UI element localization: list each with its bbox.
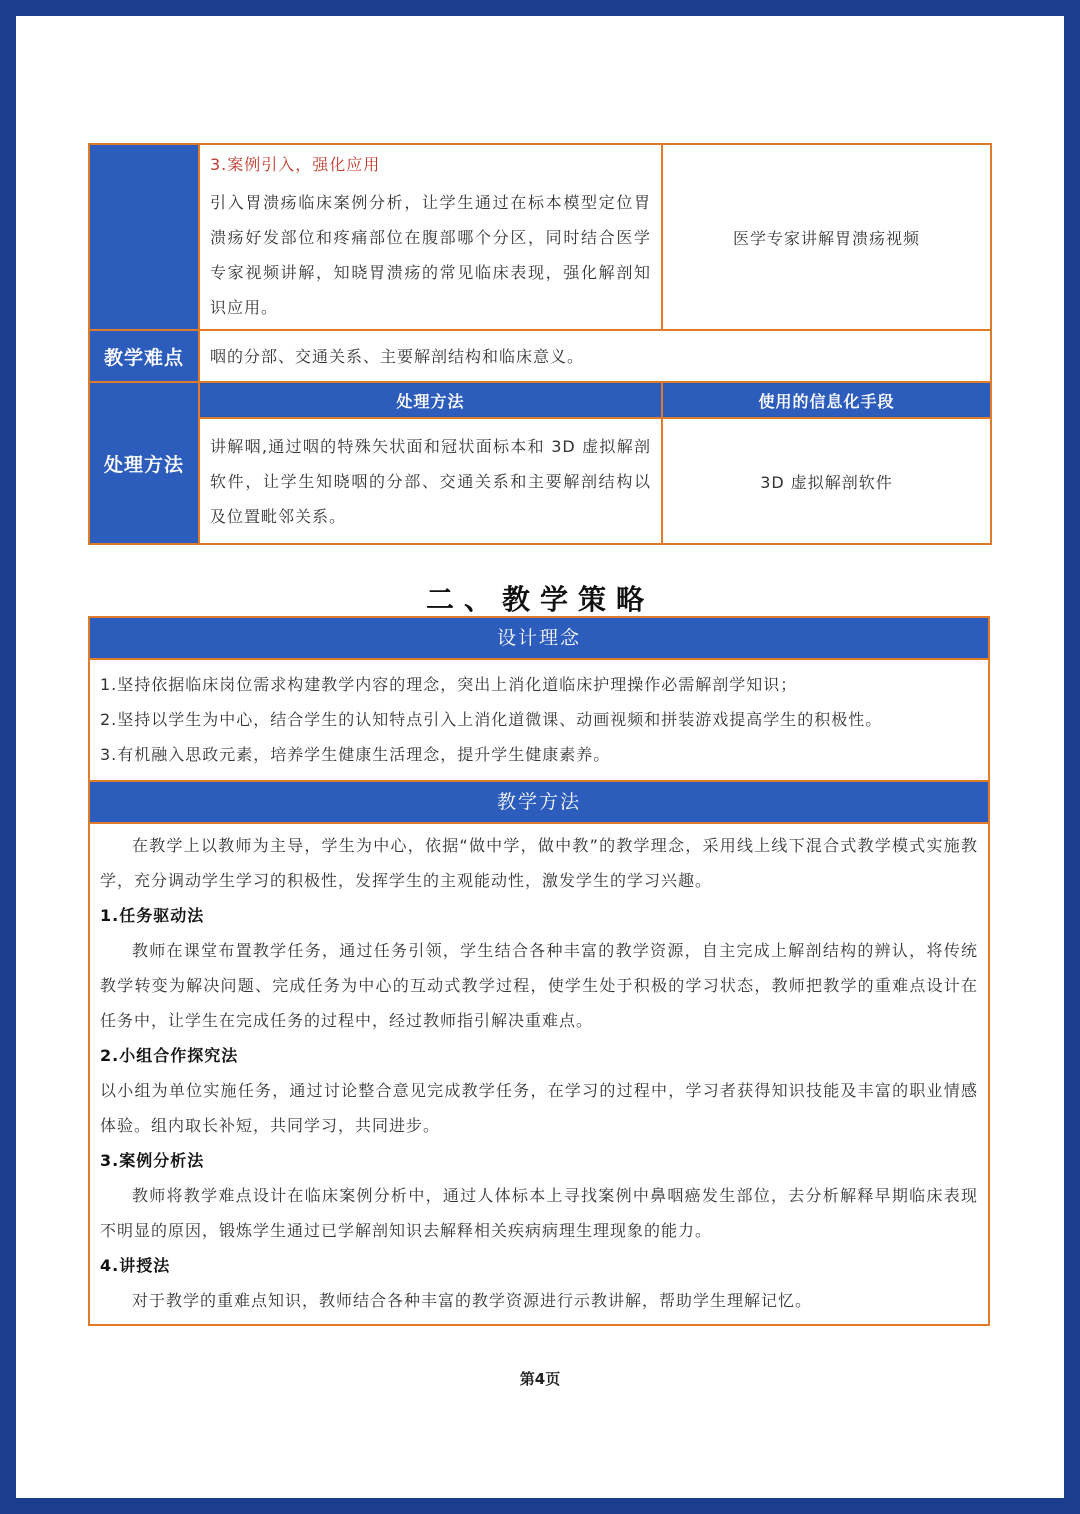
methods-content xyxy=(90,824,988,1324)
method-4-title: 4.讲授法 xyxy=(100,1256,171,1275)
difficulty-text: 咽的分部、交通关系、主要解剖结构和临床意义。 xyxy=(210,346,585,366)
strategy-box xyxy=(88,616,990,1326)
method-2-title: 2.小组合作探究法 xyxy=(100,1046,239,1065)
methods-header: 教学方法 xyxy=(90,780,988,824)
design-item: 3.有机融入思政元素，培养学生健康生活理念，提升学生健康素养。 xyxy=(100,745,611,764)
method-label: 处理方法 xyxy=(89,382,199,544)
method-2-text: 以小组为单位实施任务，通过讨论整合意见完成教学任务，在学习的过程中，学习者获得知识技能及丰富的职业情感体验。组内取长补短，共同学习，共同进步。 xyxy=(100,1081,978,1135)
methods-intro: 在教学上以教师为主导，学生为中心，依据“做中学，做中教”的教学理念，采用线上线下混合式教学模式实施教学，充分调动学生学习的积极性，发挥学生的主观能动性，激发学生的学习兴趣。 xyxy=(100,836,978,890)
blank-label-cell xyxy=(89,144,199,330)
method-3-text: 教师将教学难点设计在临床案例分析中，通过人体标本上寻找案例中鼻咽癌发生部位，去分析解释早期临床表现不明显的原因，锻炼学生通过已学解剖知识去解释相关疾病病理生理现象的能力。 xyxy=(100,1186,978,1240)
col-header-method: 处理方法 xyxy=(199,382,662,418)
method-media: 3D 虚拟解剖软件 xyxy=(662,418,991,544)
method-text: 讲解咽,通过咽的特殊矢状面和冠状面标本和 3D 虚拟解剖软件，让学生知晓咽的分部、交通关系和主要解剖结构以及位置毗邻关系。 xyxy=(210,436,651,526)
difficulty-cell xyxy=(199,330,991,382)
method-3-title: 3.案例分析法 xyxy=(100,1151,205,1170)
case-title: 3.案例引入，强化应用 xyxy=(210,155,381,174)
method-1-title: 1.任务驱动法 xyxy=(100,906,205,925)
design-item: 1.坚持依据临床岗位需求构建教学内容的理念，突出上消化道临床护理操作必需解剖学知识； xyxy=(100,675,798,694)
page-number: 第4页 xyxy=(519,1370,561,1388)
design-header: 设计理念 xyxy=(90,618,988,660)
method-4-text: 对于教学的重难点知识，教师结合各种丰富的教学资源进行示教讲解，帮助学生理解记忆。 xyxy=(132,1291,813,1310)
difficulty-label: 教学难点 xyxy=(89,330,199,382)
method-cell xyxy=(199,418,662,544)
case-cell xyxy=(199,144,662,330)
case-text: 引入胃溃疡临床案例分析，让学生通过在标本模型定位胃溃疡好发部位和疼痛部位在腹部哪个分区，同时结合医学专家视频讲解，知晓胃溃疡的常见临床表现，强化解剖知识应用。 xyxy=(210,193,651,317)
method-1-text: 教师在课堂布置教学任务，通过任务引领，学生结合各种丰富的教学资源，自主完成上解剖结构的辨认，将传统教学转变为解决问题、完成任务为中心的互动式教学过程，使学生处于积极的学习状态，教师把教学的重难点设计在任务中，让学生在完成任务的过程中，经过教师指引解决重难点。 xyxy=(100,941,978,1030)
section-title: 二、教学策略 xyxy=(425,583,654,616)
design-item: 2.坚持以学生为中心，结合学生的认知特点引入上消化道微课、动画视频和拼装游戏提高学生的积极性。 xyxy=(100,710,883,729)
case-media: 医学专家讲解胃溃疡视频 xyxy=(662,144,991,330)
lesson-table xyxy=(88,143,990,545)
col-header-info: 使用的信息化手段 xyxy=(662,382,991,418)
document-page xyxy=(16,16,1064,1498)
design-list xyxy=(90,660,988,780)
